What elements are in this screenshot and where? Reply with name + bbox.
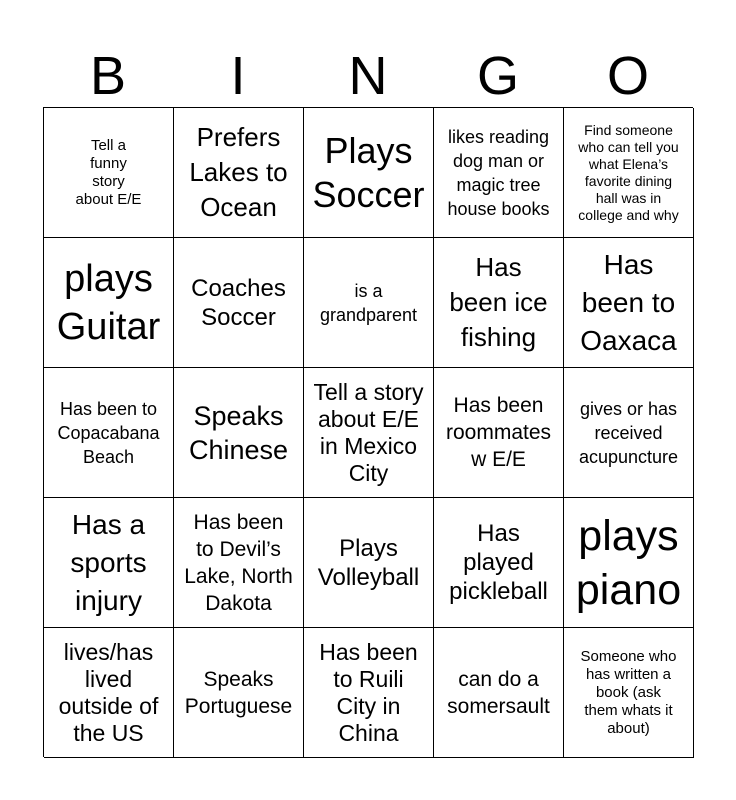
header-letter-n: N (348, 46, 388, 106)
bingo-cell[interactable] (44, 628, 174, 758)
cell-text: Plays Soccer (312, 129, 425, 215)
bingo-cell[interactable] (304, 498, 434, 628)
cell-text: Has been roommates w E/E (445, 394, 552, 471)
cell-text: Tell a funny story about E/E (75, 136, 142, 208)
header-letter-i: I (230, 46, 246, 106)
bingo-cell[interactable] (564, 238, 694, 368)
cell-text: lives/has lived outside of the US (58, 638, 159, 746)
bingo-cell[interactable] (44, 368, 174, 498)
bingo-cell[interactable] (304, 628, 434, 758)
bingo-cell[interactable] (564, 108, 694, 238)
cell-text: Has been to Oaxaca (580, 248, 677, 356)
bingo-cell[interactable] (564, 368, 694, 498)
bingo-cell[interactable] (174, 108, 304, 238)
bingo-cell[interactable] (304, 368, 434, 498)
cell-text: Someone who has written a book (ask them whats it about) (580, 647, 677, 737)
cell-text: Plays Volleyball (317, 534, 420, 591)
cell-text: Has been to Devil’s Lake, North Dakota (184, 510, 293, 615)
bingo-cell[interactable] (304, 108, 434, 238)
cell-text: plays piano (575, 511, 682, 614)
header-letter-g: G (476, 46, 519, 106)
bingo-cell[interactable] (174, 628, 304, 758)
bingo-cell[interactable] (44, 498, 174, 628)
bingo-cell[interactable] (174, 498, 304, 628)
cell-text: can do a somersault (447, 667, 550, 718)
cell-text: Has a sports injury (70, 508, 147, 616)
cell-text: Tell a story about E/E in Mexico City (313, 378, 424, 486)
bingo-cell[interactable] (174, 238, 304, 368)
cell-text: Speaks Chinese (188, 400, 289, 465)
cell-text: Coaches Soccer (191, 274, 286, 331)
cell-text: Has played pickleball (449, 520, 548, 605)
cell-text: likes reading dog man or magic tree house books (447, 126, 550, 219)
bingo-cell[interactable] (434, 238, 564, 368)
bingo-cell[interactable] (434, 108, 564, 238)
bingo-cell[interactable] (44, 108, 174, 238)
header-letter-b: B (89, 46, 127, 106)
cell-text: Has been to Ruili City in China (319, 638, 418, 746)
bingo-header (43, 44, 693, 108)
bingo-cell[interactable] (304, 238, 434, 368)
cell-text: gives or has received acupuncture (578, 398, 679, 467)
bingo-board (43, 107, 693, 757)
bingo-cell[interactable] (564, 628, 694, 758)
bingo-cell[interactable] (44, 238, 174, 368)
cell-text: Has been to Copacabana Beach (57, 398, 160, 467)
cell-text: is a grandparent (319, 280, 418, 325)
header-letter-o: O (606, 46, 649, 106)
cell-text: Speaks Portuguese (184, 667, 293, 718)
cell-text: Has been ice fishing (449, 252, 548, 352)
cell-text: Find someone who can tell you what Elena’s favorite dining hall was in college and why (578, 121, 679, 223)
bingo-cell[interactable] (434, 368, 564, 498)
bingo-cell[interactable] (434, 498, 564, 628)
bingo-cell[interactable] (434, 628, 564, 758)
cell-text: Prefers Lakes to Ocean (189, 122, 288, 222)
bingo-cell[interactable] (564, 498, 694, 628)
bingo-cell[interactable] (174, 368, 304, 498)
cell-text: plays Guitar (56, 257, 161, 348)
